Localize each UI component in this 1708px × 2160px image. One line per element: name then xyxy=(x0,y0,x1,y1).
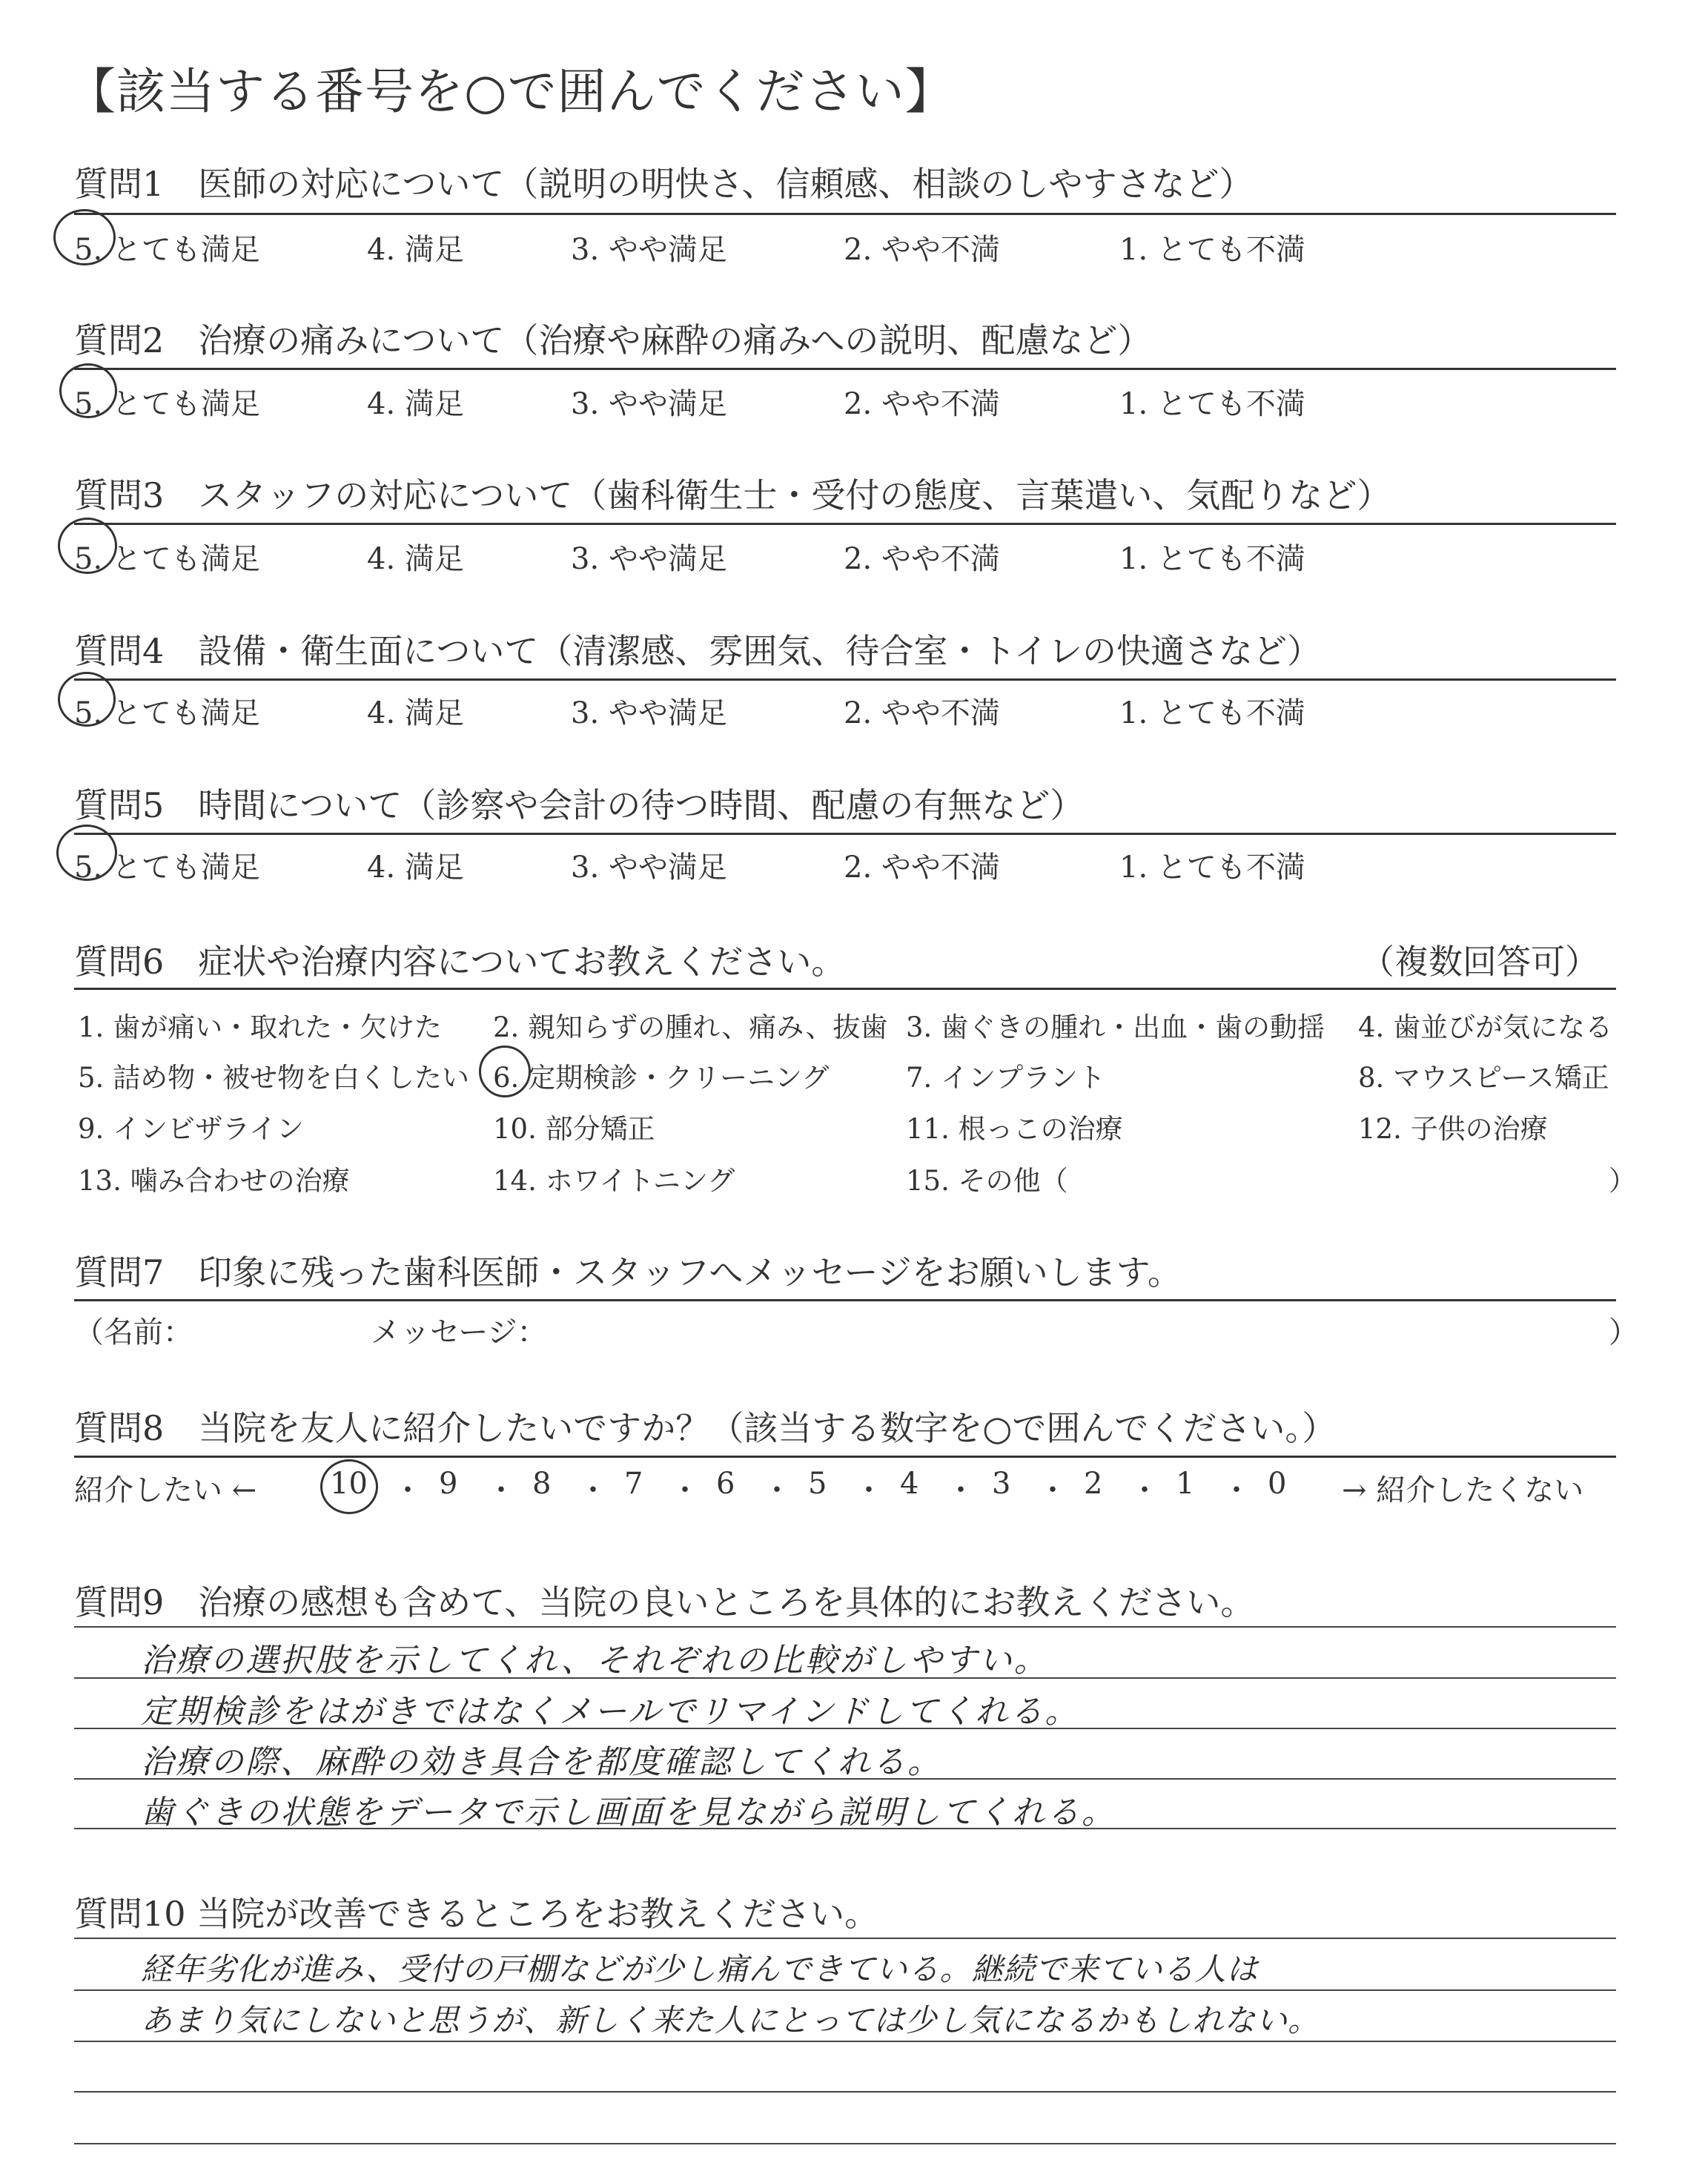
q8-dot: ・ xyxy=(1038,1473,1068,1507)
q6-title: 質問6 症状や治療内容についてお教えください。 xyxy=(74,942,846,982)
q4-option-2[interactable]: 2. やや不満 xyxy=(844,696,1000,730)
q6-option-3[interactable]: 3. 歯ぐきの腫れ・出血・歯の動揺 xyxy=(906,1011,1325,1043)
q8-scale-8[interactable]: 8 xyxy=(532,1467,552,1501)
q8-scale-6[interactable]: 6 xyxy=(716,1467,735,1501)
q6-option-7[interactable]: 7. インプラント xyxy=(906,1062,1106,1094)
q5-option-5[interactable]: 5. とても満足 xyxy=(74,851,260,885)
q8-left-label: 紹介したい ← xyxy=(74,1473,257,1507)
q7-message-label: メッセージ： xyxy=(371,1315,547,1350)
q5-option-4[interactable]: 4. 満足 xyxy=(367,851,464,885)
q8-scale-10[interactable]: 10 xyxy=(330,1467,368,1501)
q10-line xyxy=(74,2143,1616,2144)
q6-note: （複数回答可） xyxy=(1360,942,1599,982)
q3-option-2[interactable]: 2. やや不満 xyxy=(844,542,1000,576)
q8-scale-7[interactable]: 7 xyxy=(624,1467,643,1501)
q6-option-13[interactable]: 13. 噛み合わせの治療 xyxy=(78,1165,350,1197)
q1-rule xyxy=(74,213,1616,215)
q7-close-paren: ） xyxy=(1609,1315,1638,1350)
q3-rule xyxy=(74,523,1616,525)
q7-title: 質問7 印象に残った歯科医師・スタッフへメッセージをお願いします。 xyxy=(74,1252,1182,1292)
page-header: 【該当する番号を○で囲んでください】 xyxy=(67,63,955,120)
q9-line xyxy=(74,1626,1616,1628)
q2-title: 質問2 治療の痛みについて（治療や麻酔の痛みへの説明、配慮など） xyxy=(74,320,1152,360)
q2-rule xyxy=(74,368,1616,370)
q8-dot: ・ xyxy=(854,1473,884,1507)
q6-other-close-paren: ） xyxy=(1609,1165,1636,1197)
q5-option-1[interactable]: 1. とても不満 xyxy=(1119,851,1305,885)
q6-option-5[interactable]: 5. 詰め物・被せ物を白くしたい xyxy=(78,1062,470,1094)
q5-answer-circle xyxy=(56,825,117,881)
q8-right-label: → 紹介したくない xyxy=(1342,1473,1584,1507)
q4-option-4[interactable]: 4. 満足 xyxy=(367,696,464,730)
q6-option-12[interactable]: 12. 子供の治療 xyxy=(1358,1113,1548,1145)
q8-title: 質問8 当院を友人に紹介したいですか？（該当する数字を○で囲んでください。） xyxy=(74,1408,1337,1448)
q9-answer-line: 治療の際、麻酔の効き具合を都度確認してくれる。 xyxy=(141,1743,942,1781)
q6-option-2[interactable]: 2. 親知らずの腫れ、痛み、抜歯 xyxy=(493,1011,888,1043)
q4-answer-circle xyxy=(58,672,116,727)
q6-option-14[interactable]: 14. ホワイトニング xyxy=(493,1165,735,1197)
q1-title: 質問1 医師の対応について（説明の明快さ、信頼感、相談のしやすさなど） xyxy=(74,164,1254,204)
q2-option-2[interactable]: 2. やや不満 xyxy=(844,387,1000,421)
q9-answer-line: 歯ぐきの状態をデータで示し画面を見ながら説明してくれる。 xyxy=(141,1794,1116,1832)
q8-dot: ・ xyxy=(393,1473,423,1507)
q8-scale-2[interactable]: 2 xyxy=(1084,1467,1103,1501)
q10-title: 質問10 当院が改善できるところをお教えください。 xyxy=(74,1894,879,1934)
q8-dot: ・ xyxy=(946,1473,976,1507)
q5-option-2[interactable]: 2. やや不満 xyxy=(844,851,1000,885)
q8-dot: ・ xyxy=(762,1473,792,1507)
q2-option-4[interactable]: 4. 満足 xyxy=(367,387,464,421)
q1-option-4[interactable]: 4. 満足 xyxy=(367,233,464,267)
q4-option-5[interactable]: 5. とても満足 xyxy=(74,696,260,730)
q8-dot: ・ xyxy=(1222,1473,1251,1507)
q1-answer-circle xyxy=(53,209,116,265)
q5-option-3[interactable]: 3. やや満足 xyxy=(571,851,727,885)
q6-option-11[interactable]: 11. 根っこの治療 xyxy=(906,1113,1123,1145)
q6-option-4[interactable]: 4. 歯並びが気になる xyxy=(1358,1011,1613,1043)
q8-rule xyxy=(74,1456,1616,1458)
q5-rule xyxy=(74,833,1616,835)
q1-option-5[interactable]: 5. とても満足 xyxy=(74,233,260,267)
q9-answer-line: 治療の選択肢を示してくれ、それぞれの比較がしやすい。 xyxy=(141,1642,1049,1680)
q8-dot: ・ xyxy=(486,1473,516,1507)
q6-option-10[interactable]: 10. 部分矯正 xyxy=(493,1113,655,1145)
q8-answer-circle xyxy=(320,1459,378,1514)
q3-option-1[interactable]: 1. とても不満 xyxy=(1119,542,1305,576)
q1-option-2[interactable]: 2. やや不満 xyxy=(844,233,1000,267)
q3-answer-circle xyxy=(58,518,117,574)
q4-option-1[interactable]: 1. とても不満 xyxy=(1119,696,1305,730)
q8-scale-4[interactable]: 4 xyxy=(900,1467,919,1501)
q8-dot: ・ xyxy=(670,1473,700,1507)
q6-option-15[interactable]: 15. その他（ xyxy=(906,1165,1068,1197)
q10-line xyxy=(74,1989,1616,1991)
q2-option-3[interactable]: 3. やや満足 xyxy=(571,387,727,421)
q10-line xyxy=(74,1938,1616,1939)
q6-answer-circle xyxy=(479,1046,531,1097)
q4-option-3[interactable]: 3. やや満足 xyxy=(571,696,727,730)
q6-option-6[interactable]: 6. 定期検診・クリーニング xyxy=(493,1062,830,1094)
q3-option-4[interactable]: 4. 満足 xyxy=(367,542,464,576)
q5-title: 質問5 時間について（診察や会計の待つ時間、配慮の有無など） xyxy=(74,785,1085,825)
q8-dot: ・ xyxy=(578,1473,608,1507)
q7-rule xyxy=(74,1299,1616,1301)
q8-scale-3[interactable]: 3 xyxy=(992,1467,1011,1501)
q4-rule xyxy=(74,678,1616,681)
q6-option-1[interactable]: 1. 歯が痛い・取れた・欠けた xyxy=(78,1011,443,1043)
q9-answer-line: 定期検診をはがきではなくメールでリマインドしてくれる。 xyxy=(141,1693,1080,1731)
q8-scale-9[interactable]: 9 xyxy=(439,1467,458,1501)
q10-line xyxy=(74,2041,1616,2042)
q2-answer-circle xyxy=(59,363,117,418)
q8-scale-1[interactable]: 1 xyxy=(1176,1467,1195,1501)
q3-option-3[interactable]: 3. やや満足 xyxy=(571,542,727,576)
q8-dot: ・ xyxy=(1130,1473,1159,1507)
q4-title: 質問4 設備・衛生面について（清潔感、雰囲気、待合室・トイレの快適さなど） xyxy=(74,631,1322,671)
q10-line xyxy=(74,2091,1616,2093)
q6-option-8[interactable]: 8. マウスピース矯正 xyxy=(1358,1062,1609,1094)
q8-scale-5[interactable]: 5 xyxy=(808,1467,827,1501)
q8-scale-0[interactable]: 0 xyxy=(1268,1467,1287,1501)
q6-rule xyxy=(74,988,1616,990)
q1-option-1[interactable]: 1. とても不満 xyxy=(1119,233,1305,267)
q1-option-3[interactable]: 3. やや満足 xyxy=(571,233,727,267)
q2-option-5[interactable]: 5. とても満足 xyxy=(74,387,260,421)
q9-title: 質問9 治療の感想も含めて、当院の良いところを具体的にお教えください。 xyxy=(74,1582,1255,1622)
q7-name-label: （名前： xyxy=(74,1315,193,1350)
q2-option-1[interactable]: 1. とても不満 xyxy=(1119,387,1305,421)
q3-title: 質問3 スタッフの対応について（歯科衛生士・受付の態度、言葉遣い、気配りなど） xyxy=(74,475,1391,515)
q6-option-9[interactable]: 9. インビザライン xyxy=(78,1113,304,1145)
q10-answer-line: 経年劣化が進み、受付の戸棚などが少し痛んできている。継続で来ている人は xyxy=(141,1951,1259,1987)
q10-answer-line: あまり気にしないと思うが、新しく来た人にとっては少し気になるかもしれない。 xyxy=(141,2002,1320,2038)
q3-option-5[interactable]: 5. とても満足 xyxy=(74,542,260,576)
